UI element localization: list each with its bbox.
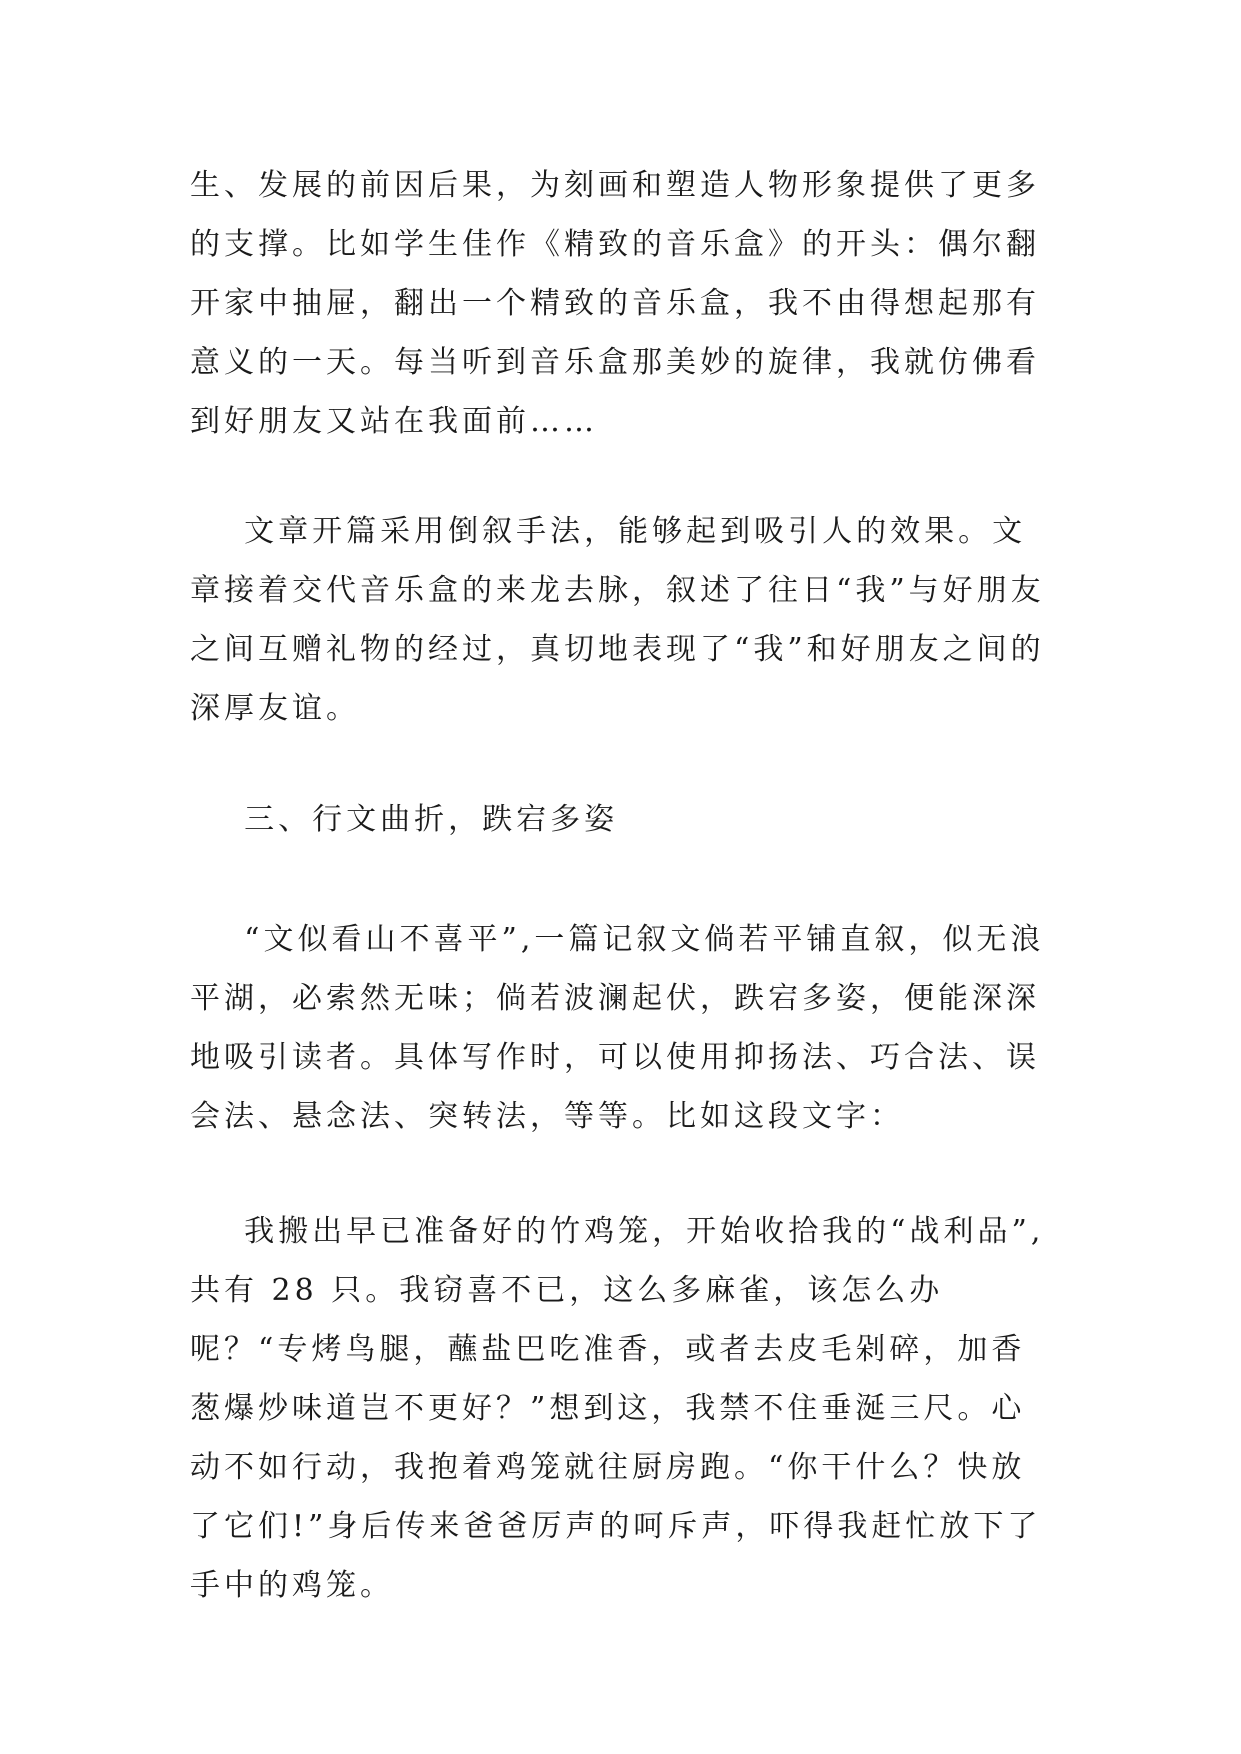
paragraph-example: 我搬出早已准备好的竹鸡笼，开始收拾我的“战利品”,共有 28 只。我窃喜不已，这么多麻雀，该怎么办呢？“专烤鸟腿，蘸盐巴吃准香，或者去皮毛剁碎，加香葱爆炒味道岂不更好？”想到这，我禁不住垂涎三尺。心动不如行动，我抱着鸡笼就往厨房跑。“你干什么？快放了它们!”身后传来爸爸厉声的呵斥声，吓得我赶忙放下了手中的鸡笼。 [190, 1214, 1045, 1603]
paragraph-analysis: 文章开篇采用倒叙手法，能够起到吸引人的效果。文章接着交代音乐盒的来龙去脉，叙述了往日“我”与好朋友之间互赠礼物的经过，真切地表现了“我”和好朋友之间的深厚友谊。 [190, 514, 1045, 726]
paragraph-intro: “文似看山不喜平”,一篇记叙文倘若平铺直叙，似无浪平湖，必索然无味；倘若波澜起伏，跌宕多姿，便能深深地吸引读者。具体写作时，可以使用抑扬法、巧合法、误会法、悬念法、突转法，等等。比如这段文字： [190, 922, 1045, 1134]
section-heading: 三、行文曲折，跌宕多姿 [190, 802, 619, 837]
paragraph-continuation: 生、发展的前因后果，为刻画和塑造人物形象提供了更多的支撑。比如学生佳作《精致的音乐盒》的开头：偶尔翻开家中抽屉，翻出一个精致的音乐盒，我不由得想起那有意义的一天。每当听到音乐盒那美妙的旋律，我就仿佛看到好朋友又站在我面前…… [190, 168, 1040, 439]
